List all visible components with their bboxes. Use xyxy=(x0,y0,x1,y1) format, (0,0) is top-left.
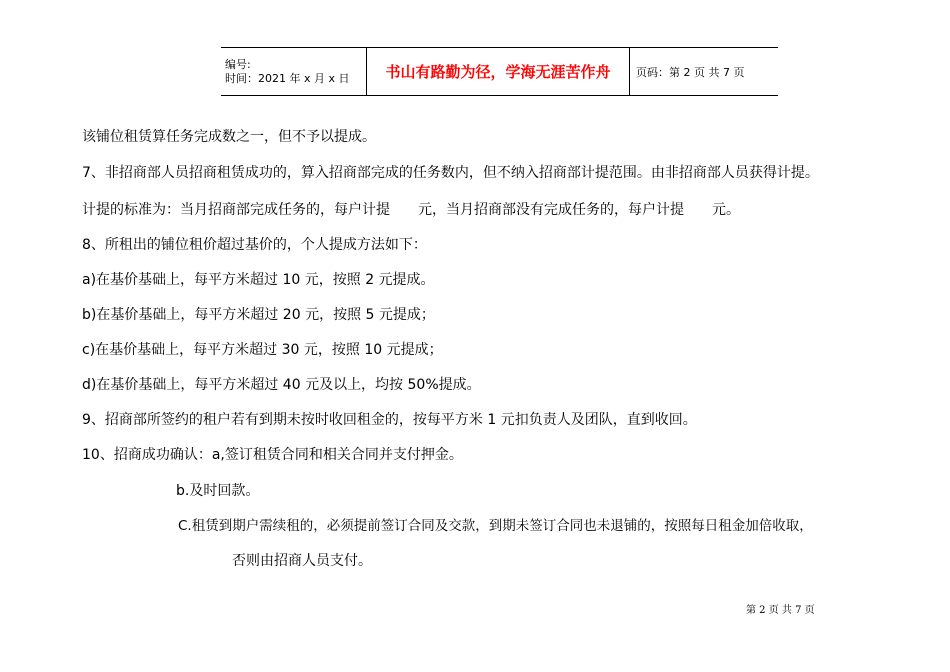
header-meta xyxy=(221,48,367,96)
paragraph-line: 计提的标准为：当月招商部完成任务的，每户计提 元，当月招商部没有完成任务的，每户计提 元。 xyxy=(82,202,740,218)
list-item: d)在基价基础上，每平方米超过 40 元及以上，均按 50%提成。 xyxy=(82,377,481,393)
paragraph-line: 否则由招商人员支付。 xyxy=(232,553,372,569)
document-header xyxy=(221,47,778,96)
list-item: b.及时回款。 xyxy=(176,483,260,499)
list-item: C.租赁到期户需续租的，必须提前签订合同及交款，到期未签订合同也未退铺的，按照每日租金加倍收取， xyxy=(178,518,813,534)
paragraph-line: 8、所租出的铺位租价超过基价的，个人提成方法如下： xyxy=(82,237,427,253)
footer-page-number: 第 2 页 共 7 页 xyxy=(746,605,815,616)
header-page-info: 页码：第 2 页 共 7 页 xyxy=(630,48,779,96)
paragraph-line: 9、招商部所签约的租户若有到期未按时收回租金的，按每平方米 1 元扣负责人及团队，直到收回。 xyxy=(82,412,697,428)
header-motto: 书山有路勤为径，学海无涯苦作舟 xyxy=(367,48,630,96)
list-item: c)在基价基础上，每平方米超过 30 元，按照 10 元提成； xyxy=(82,342,443,358)
paragraph-line: 10、招商成功确认：a,签订租赁合同和相关合同并支付押金。 xyxy=(82,447,463,463)
list-item: b)在基价基础上，每平方米超过 20 元，按照 5 元提成； xyxy=(82,307,435,323)
paragraph-line: 7、非招商部人员招商租赁成功的，算入招商部完成的任务数内，但不纳入招商部计提范围。由非招商部人员获得计提。 xyxy=(82,165,819,181)
paragraph-line: 该铺位租赁算任务完成数之一，但不予以提成。 xyxy=(82,129,376,145)
list-item: a)在基价基础上，每平方米超过 10 元，按照 2 元提成。 xyxy=(82,272,435,288)
time-label: 时间：2021 年 x 月 x 日 xyxy=(225,71,350,85)
serial-label: 编号: xyxy=(225,57,251,71)
